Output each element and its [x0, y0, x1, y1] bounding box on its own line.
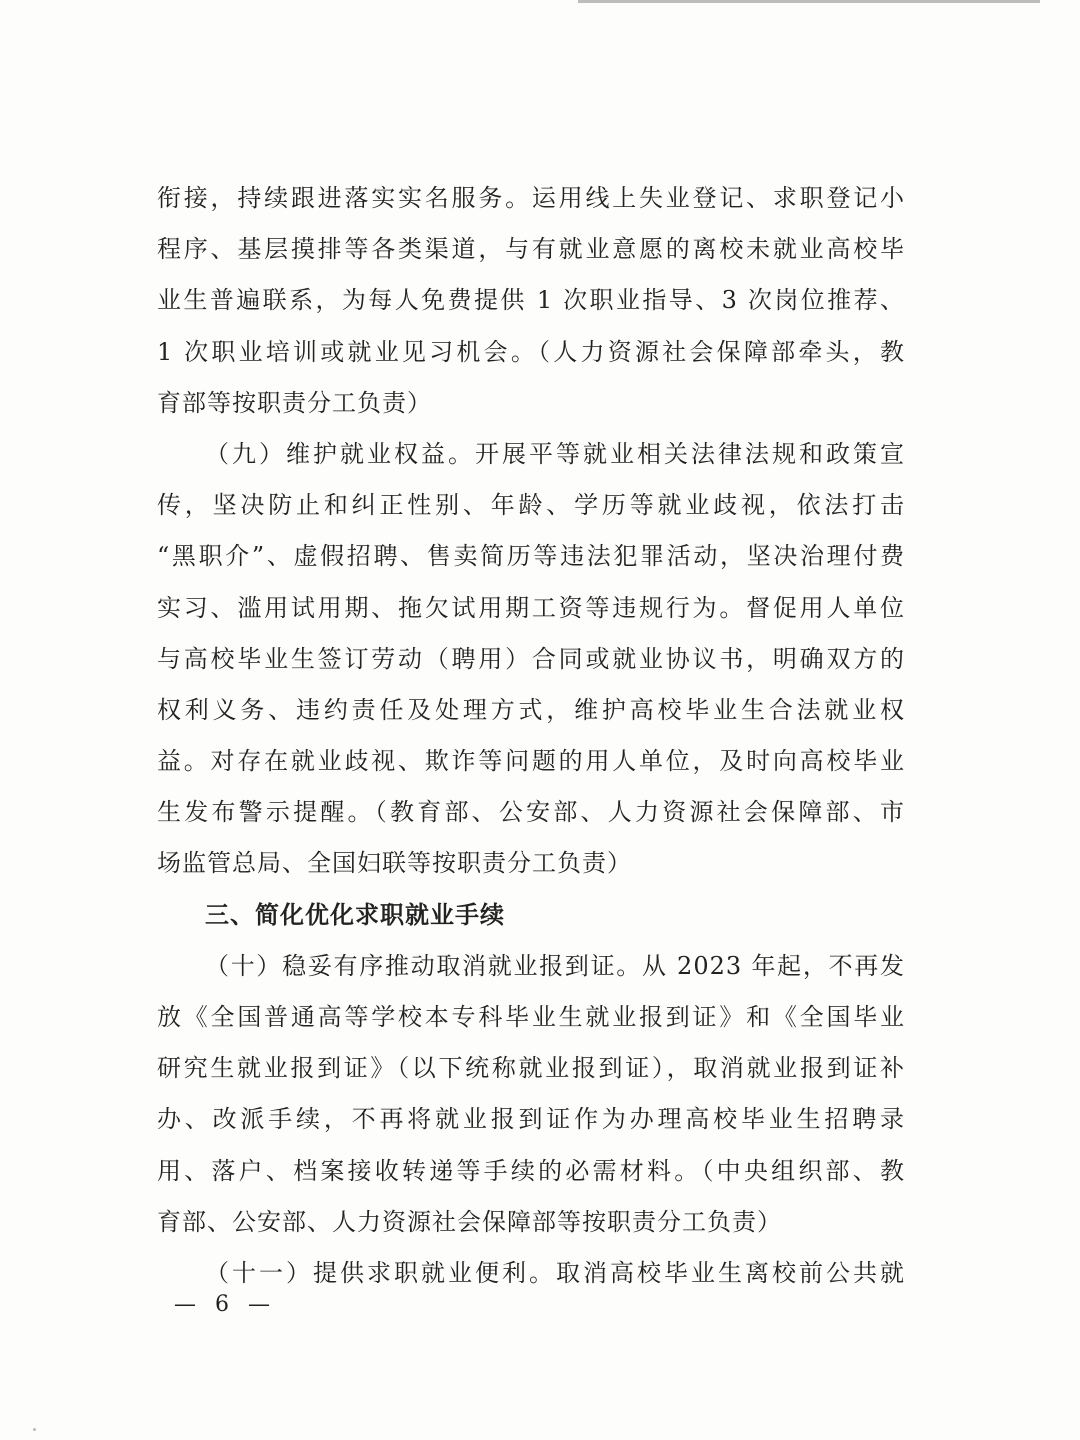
- text-line: 权利义务、违约责任及处理方式，维护高校毕业生合法就业权: [157, 695, 905, 724]
- text-line: 1 次职业培训或就业见习机会。（人力资源社会保障部牵头，教: [157, 337, 905, 366]
- section-heading: 三、简化优化求职就业手续: [205, 900, 505, 929]
- text-line: （十一）提供求职就业便利。取消高校毕业生离校前公共就: [205, 1258, 905, 1287]
- text-line: 用、落户、档案接收转递等手续的必需材料。（中央组织部、教: [157, 1156, 905, 1185]
- text-line: 育部、公安部、人力资源社会保障部等按职责分工负责）: [157, 1207, 782, 1236]
- text-line: 放《全国普通高等学校本专科毕业生就业报到证》和《全国毕业: [157, 1003, 905, 1031]
- scan-speck: [33, 1428, 36, 1431]
- text-line: 实习、滥用试用期、拖欠试用期工资等违规行为。督促用人单位: [157, 593, 905, 622]
- text-line: 与高校毕业生签订劳动（聘用）合同或就业协议书，明确双方的: [157, 644, 905, 673]
- page-number: — 6 —: [174, 1292, 276, 1317]
- text-line: 衔接，持续跟进落实实名服务。运用线上失业登记、求职登记小: [157, 184, 905, 212]
- text-line: 生发布警示提醒。（教育部、公安部、人力资源社会保障部、市: [157, 798, 905, 827]
- text-line: 育部等按职责分工负责）: [157, 388, 432, 417]
- text-line: 办、改派手续，不再将就业报到证作为办理高校毕业生招聘录: [157, 1105, 905, 1134]
- text-line: 益。对存在就业歧视、欺诈等问题的用人单位，及时向高校毕业: [157, 747, 905, 776]
- text-line: （九）维护就业权益。开展平等就业相关法律法规和政策宣: [205, 439, 905, 468]
- text-line: 程序、基层摸排等各类渠道，与有就业意愿的离校未就业高校毕: [157, 235, 905, 264]
- text-line: “黑职介”、虚假招聘、售卖简历等违法犯罪活动，坚决治理付费: [157, 542, 905, 571]
- text-line: 场监管总局、全国妇联等按职责分工负责）: [157, 849, 632, 878]
- text-line: 研究生就业报到证》（以下统称就业报到证），取消就业报到证补: [157, 1054, 905, 1083]
- document-body: [157, 176, 905, 1302]
- text-line: 业生普遍联系，为每人免费提供 1 次职业指导、3 次岗位推荐、: [157, 286, 905, 315]
- text-line: 传，坚决防止和纠正性别、年龄、学历等就业歧视，依法打击: [157, 491, 905, 520]
- text-line: （十）稳妥有序推动取消就业报到证。从 2023 年起，不再发: [205, 951, 905, 980]
- scan-edge-line: [578, 0, 1040, 3]
